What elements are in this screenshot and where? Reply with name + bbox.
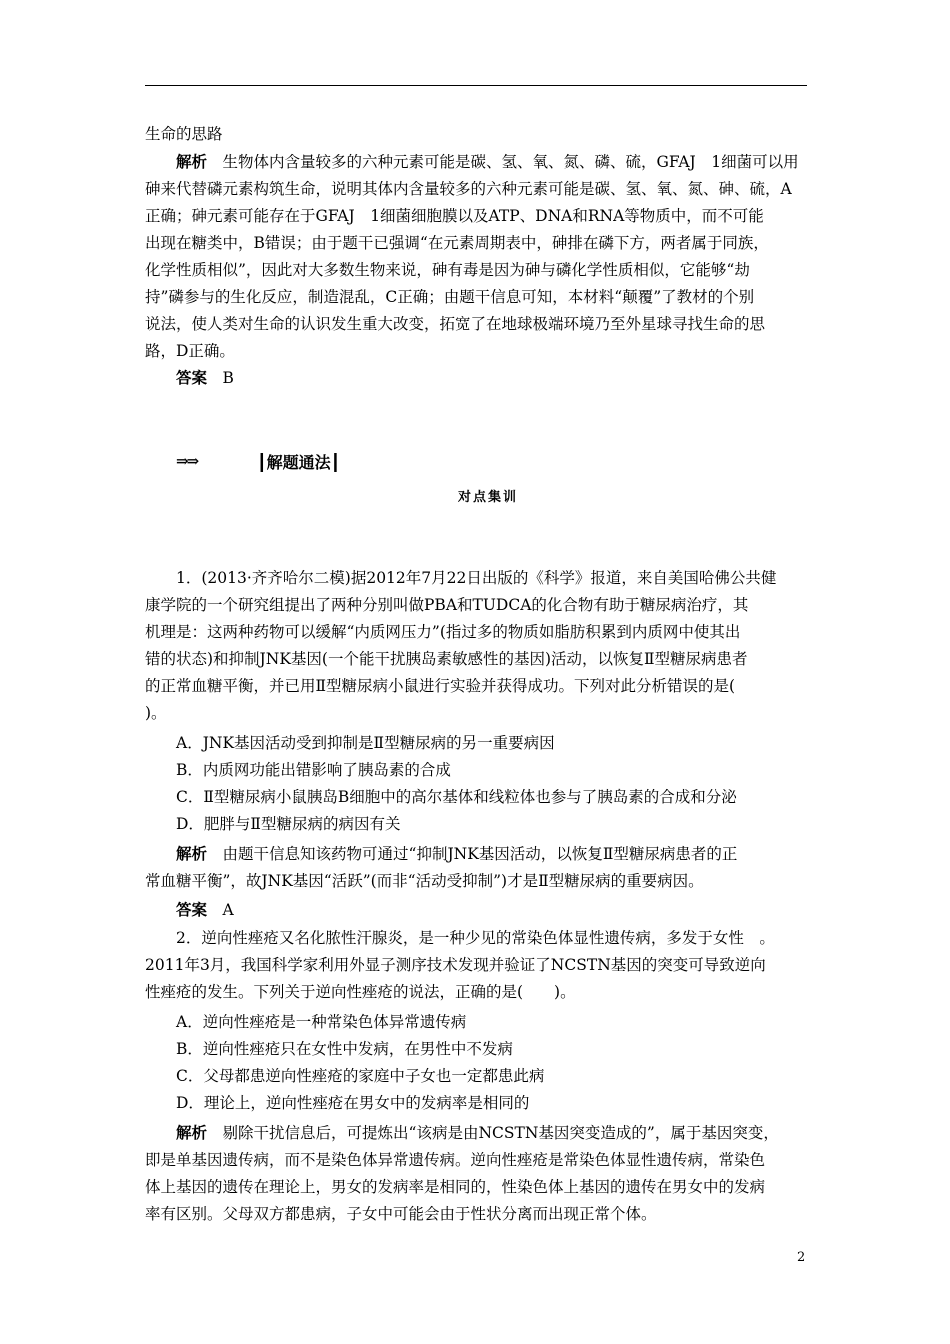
question-line: 的正常血糖平衡，并已用Ⅱ型糖尿病小鼠进行实验并获得成功。下列对此分析错误的是( <box>145 677 736 695</box>
analysis-line: 解析 由题干信息知该药物可通过“抑制JNK基因活动，以恢复Ⅱ型糖尿病患者的正 <box>176 844 738 863</box>
analysis-line: 率有区别。父母双方都患病，子女中可能会由于性状分离而出现正常个体。 <box>145 1205 657 1223</box>
question-line: 2011年3月，我国科学家利用外显子测序技术发现并验证了NCSTN基因的突变可导致逆向 <box>145 956 766 974</box>
option-d: D．肥胖与Ⅱ型糖尿病的病因有关 <box>176 815 401 833</box>
answer-label: 答案 <box>176 368 208 387</box>
analysis-label: 解析 <box>176 152 208 171</box>
header-rule <box>145 85 807 86</box>
question-line: 2．逆向性痤疮又名化脓性汗腺炎，是一种少见的常染色体显性遗传病，多发于女性 。 <box>176 929 775 947</box>
analysis-line: 解析 剔除干扰信息后，可提炼出“该病是由NCSTN基因突变造成的”，属于基因突变， <box>176 1123 779 1142</box>
option-a: A．JNK基因活动受到抑制是Ⅱ型糖尿病的另一重要病因 <box>176 734 555 752</box>
question-line: 错的状态)和抑制JNK基因(一个能干扰胰岛素敏感性的基因)活动，以恢复Ⅱ型糖尿病患者 <box>145 650 748 668</box>
question-line: 1．(2013·齐齐哈尔二模)据2012年7月22日出版的《科学》报道，来自美国哈佛公共健 <box>176 569 777 587</box>
analysis-line: 持”磷参与的生化反应，制造混乱，C正确；由题干信息可知，本材料“颠覆”了教材的个别 <box>145 288 755 306</box>
section-title: ┃解题通法┃ <box>257 453 341 472</box>
analysis-line: 砷来代替磷元素构筑生命，说明其体内含量较多的六种元素可能是碳、氢、氧、氮、砷、硫，A <box>145 180 792 198</box>
option-d: D．理论上，逆向性痤疮在男女中的发病率是相同的 <box>176 1094 530 1112</box>
option-c: C．Ⅱ型糖尿病小鼠胰岛B细胞中的高尔基体和线粒体也参与了胰岛素的合成和分泌 <box>176 788 737 806</box>
question-line: 康学院的一个研究组提出了两种分别叫做PBA和TUDCA的化合物有助于糖尿病治疗，其 <box>145 596 749 614</box>
answer-label: 答案 <box>176 900 208 919</box>
option-a: A．逆向性痤疮是一种常染色体异常遗传病 <box>176 1013 467 1031</box>
option-c: C．父母都患逆向性痤疮的家庭中子女也一定都患此病 <box>176 1067 545 1085</box>
question-line: 性痤疮的发生。下列关于逆向性痤疮的说法，正确的是( )。 <box>145 983 576 1001</box>
analysis-line: 即是单基因遗传病，而不是染色体异常遗传病。逆向性痤疮是常染色体显性遗传病，常染色 <box>145 1151 766 1169</box>
answer-value: B <box>222 369 234 387</box>
answer-value: A <box>222 901 234 919</box>
analysis-label: 解析 <box>176 1123 208 1142</box>
page-number: 2 <box>797 1250 806 1265</box>
question-line: )。 <box>145 704 167 722</box>
question-line: 机理是：这两种药物可以缓解“内质网压力”(指过多的物质如脂肪积累到内质网中使其出 <box>145 623 741 641</box>
option-b: B．内质网功能出错影响了胰岛素的合成 <box>176 761 451 779</box>
analysis-line: 路，D正确。 <box>145 342 235 360</box>
option-b: B．逆向性痤疮只在女性中发病，在男性中不发病 <box>176 1040 513 1058</box>
analysis-line: 常血糖平衡”，故JNK基因“活跃”(而非“活动受抑制”)才是Ⅱ型糖尿病的重要病因。 <box>145 872 704 890</box>
analysis-line: 解析 生物体内含量较多的六种元素可能是碳、氢、氧、氮、磷、硫，GFAJ 1细菌可以用 <box>176 152 799 171</box>
analysis-line: 正确；砷元素可能存在于GFAJ 1细菌细胞膜以及ATP、DNA和RNA等物质中，而不可能 <box>145 207 764 225</box>
answer-line <box>176 366 838 388</box>
previous-text-tail: 生命的思路 <box>145 125 223 143</box>
analysis-line: 化学性质相似”，因此对大多数生物来说，砷有毒是因为砷与磷化学性质相似，它能够“劫 <box>145 261 750 279</box>
double-arrow-icon: ⇒⇒ <box>176 452 198 470</box>
answer-line <box>176 898 838 920</box>
analysis-line: 出现在糖类中，B错误；由于题干已强调“在元素周期表中，砷排在磷下方，两者属于同族， <box>145 234 769 252</box>
analysis-label: 解析 <box>176 844 208 863</box>
analysis-line: 体上基因的遗传在理论上，男女的发病率是相同的，性染色体上基因的遗传在男女中的发病 <box>145 1178 766 1196</box>
analysis-line: 说法，使人类对生命的认识发生重大改变，拓宽了在地球极端环境乃至外星球寻找生命的思 <box>145 315 766 333</box>
section-subtitle: 对点集训 <box>458 490 519 505</box>
